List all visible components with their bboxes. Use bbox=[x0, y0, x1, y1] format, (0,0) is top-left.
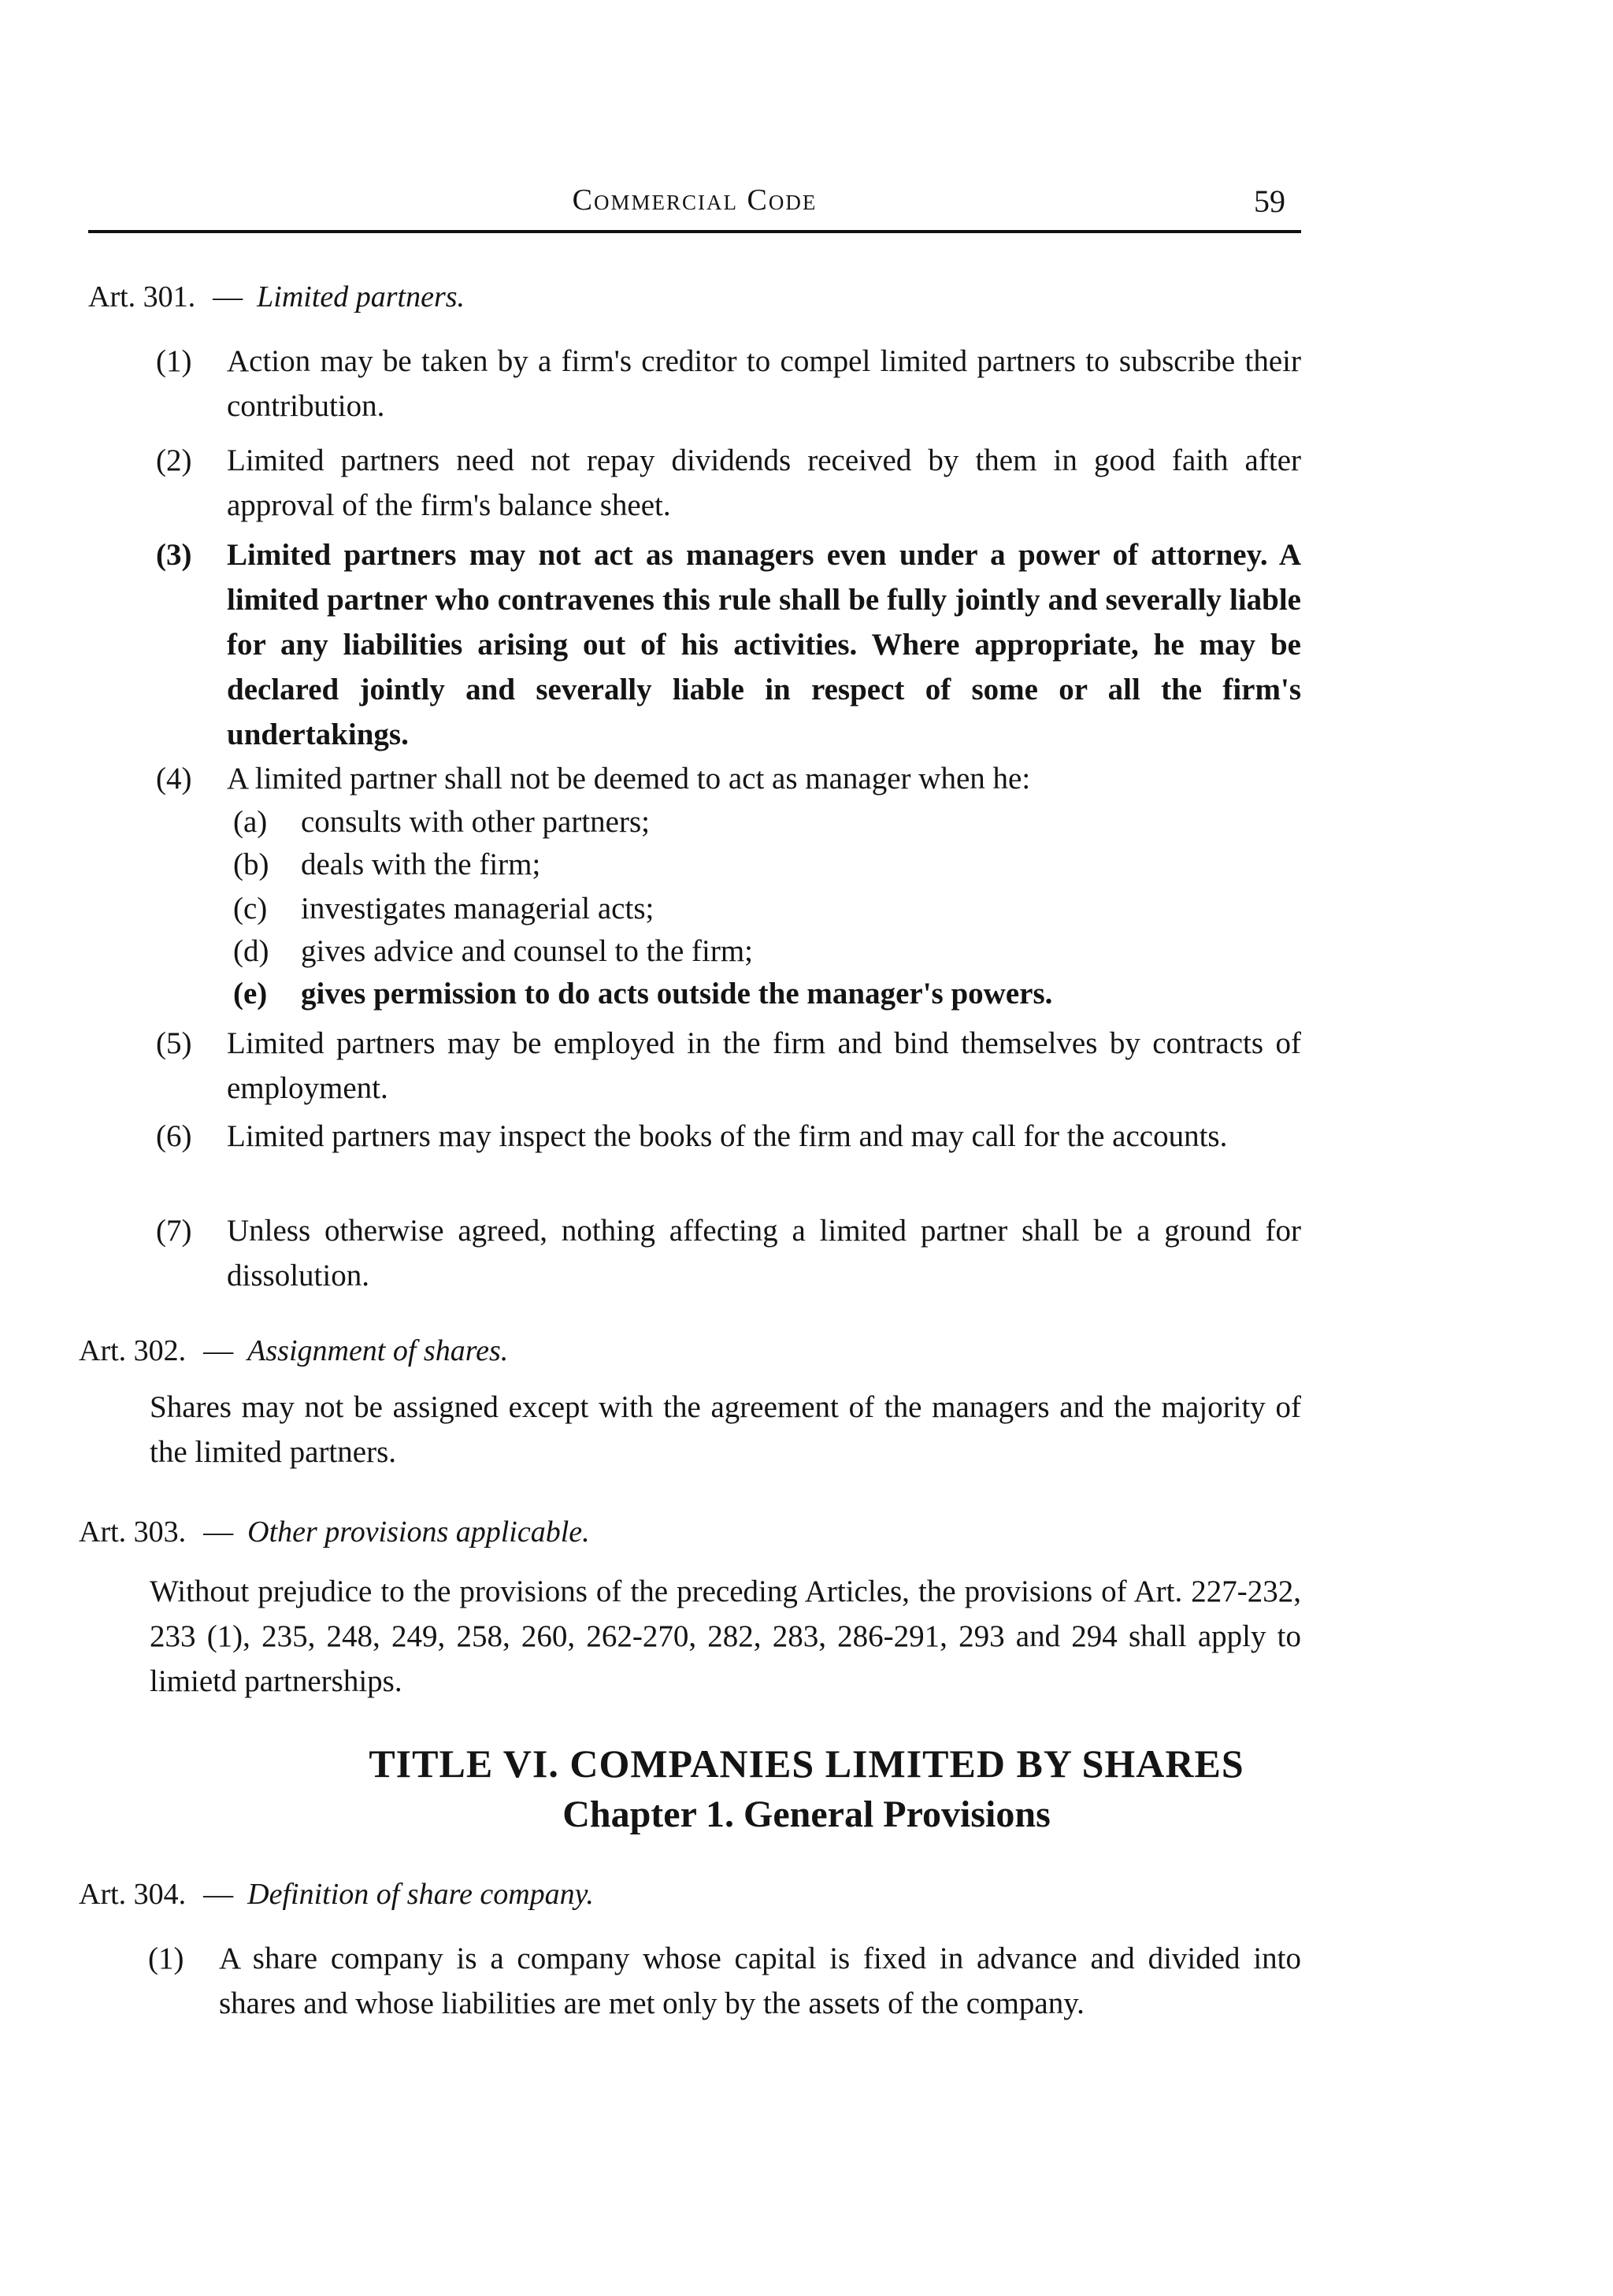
item-text: gives advice and counsel to the firm; bbox=[301, 934, 753, 968]
article-301-para-5 bbox=[156, 1021, 1301, 1111]
para-number: (1) bbox=[148, 1942, 184, 1975]
article-301-item-c bbox=[233, 887, 654, 931]
para-text: Limited partners may inspect the books of the firm and may call for the accounts. bbox=[227, 1119, 1228, 1153]
page-number: 59 bbox=[1254, 184, 1285, 219]
para-text: Action may be taken by a firm's creditor to compel limited partners to subscribe their contribution. bbox=[227, 344, 1301, 423]
article-dash: — bbox=[203, 1515, 234, 1549]
para-text: Limited partners may not act as managers even under a power of attorney. A limited partner who contravenes this rule shall be fully jointly and severally liable for any liabilities arising out of his activities. Where appropriate, he may be declared jointly and severally liable in respect of some or all the firm's undertakings. bbox=[227, 538, 1301, 751]
para-number: (2) bbox=[156, 443, 192, 477]
para-number: (7) bbox=[156, 1214, 192, 1248]
article-303-heading bbox=[79, 1512, 590, 1552]
article-title: Other provisions applicable. bbox=[247, 1515, 590, 1549]
article-301-item-a bbox=[233, 800, 650, 844]
item-text: consults with other partners; bbox=[301, 805, 650, 839]
article-number: Art. 304. bbox=[79, 1878, 187, 1911]
item-text: gives permission to do acts outside the manager's powers. bbox=[301, 977, 1053, 1011]
article-301-para-2 bbox=[156, 438, 1301, 528]
title-vi-heading bbox=[0, 1738, 1613, 1840]
title-line: TITLE VI. COMPANIES LIMITED BY SHARES bbox=[369, 1741, 1244, 1786]
para-number: (1) bbox=[156, 344, 192, 378]
para-text: A share company is a company whose capital is fixed in advance and divided into shares and whose liabilities are met only by the assets of the company. bbox=[219, 1942, 1301, 2020]
item-letter: (b) bbox=[233, 848, 269, 881]
header-rule bbox=[88, 230, 1301, 233]
para-text: Unless otherwise agreed, nothing affecting a limited partner shall be a ground for dissolution. bbox=[227, 1214, 1301, 1293]
para-number: (5) bbox=[156, 1026, 192, 1060]
article-dash: — bbox=[213, 280, 243, 313]
article-304-para-1 bbox=[148, 1936, 1301, 2026]
article-title: Assignment of shares. bbox=[247, 1334, 509, 1367]
para-number: (4) bbox=[156, 762, 192, 796]
para-text: Limited partners may be employed in the firm and bind themselves by contracts of employment. bbox=[227, 1026, 1301, 1105]
item-letter: (a) bbox=[233, 805, 268, 839]
article-301-para-6 bbox=[156, 1114, 1301, 1159]
article-title: Definition of share company. bbox=[247, 1878, 594, 1911]
page-header bbox=[88, 183, 1301, 224]
article-301-para-3 bbox=[156, 532, 1301, 757]
running-title: Commercial Code bbox=[572, 184, 818, 217]
item-letter: (c) bbox=[233, 892, 268, 925]
item-letter: (e) bbox=[233, 977, 268, 1011]
item-text: deals with the firm; bbox=[301, 848, 541, 881]
para-number: (3) bbox=[156, 538, 192, 572]
article-302-text: Shares may not be assigned except with the agreement of the managers and the majority of the limited partners. bbox=[150, 1390, 1301, 1469]
article-number: Art. 301. bbox=[88, 280, 196, 313]
para-number: (6) bbox=[156, 1119, 192, 1153]
article-title: Limited partners. bbox=[257, 280, 465, 313]
article-dash: — bbox=[203, 1878, 234, 1911]
article-303-text: Without prejudice to the provisions of the preceding Articles, the provisions of Art. 227-232, 233 (1), 235, 248, 249, 258, 260, 262-270, 282, 283, 286-291, 293 and 294 shall apply to limietd partnerships. bbox=[150, 1575, 1301, 1698]
article-304-heading bbox=[79, 1875, 594, 1914]
article-301-heading bbox=[88, 277, 465, 317]
article-302-heading bbox=[79, 1331, 508, 1371]
article-dash: — bbox=[203, 1334, 234, 1367]
article-301-para-1 bbox=[156, 339, 1301, 428]
article-number: Art. 303. bbox=[79, 1515, 187, 1549]
article-301-para-4 bbox=[156, 756, 1301, 801]
article-301-para-7 bbox=[156, 1208, 1301, 1298]
article-301-item-b bbox=[233, 843, 540, 887]
article-number: Art. 302. bbox=[79, 1334, 187, 1367]
item-letter: (d) bbox=[233, 934, 269, 968]
chapter-line: Chapter 1. General Provisions bbox=[562, 1793, 1051, 1835]
article-301-item-e bbox=[233, 972, 1052, 1016]
para-text: Limited partners need not repay dividends received by them in good faith after approval of the firm's balance sheet. bbox=[227, 443, 1301, 522]
para-text: A limited partner shall not be deemed to act as manager when he: bbox=[227, 762, 1031, 796]
item-text: investigates managerial acts; bbox=[301, 892, 654, 925]
article-301-item-d bbox=[233, 929, 753, 974]
